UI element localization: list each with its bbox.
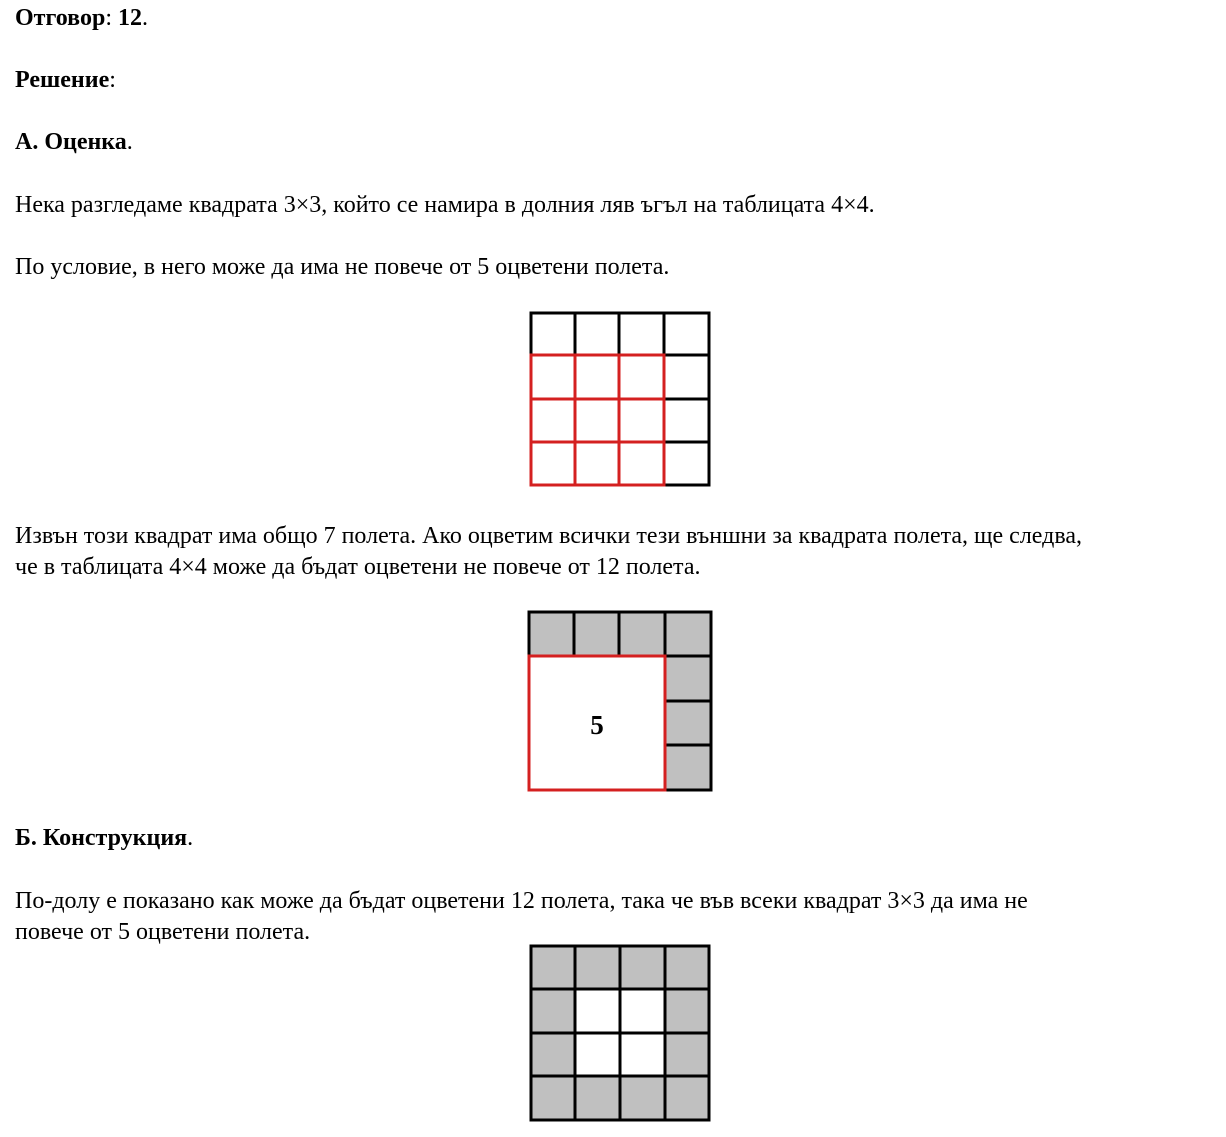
- section-b-period: .: [187, 825, 194, 851]
- figure2-cell-2-3: [665, 701, 711, 745]
- answer-value: 12: [117, 5, 142, 31]
- figure3-cell-2-2: [620, 1033, 665, 1076]
- figure3-cell-0-3: [665, 946, 709, 989]
- figure3-cell-1-0: [531, 989, 575, 1033]
- figure3-cell-2-3: [665, 1033, 709, 1076]
- figure3-cell-3-1: [575, 1076, 620, 1120]
- solution-heading: [15, 65, 116, 96]
- section-a-heading: [15, 127, 133, 158]
- answer-colon: :: [105, 5, 118, 31]
- figure2-cell-0-2: [619, 612, 665, 656]
- section-a-title: А. Оценка: [15, 129, 127, 155]
- answer-period: .: [141, 5, 148, 31]
- figure-shaded-outside: [527, 610, 713, 792]
- solution-colon: :: [109, 67, 116, 93]
- section-a-paragraph-3-line-2: че в таблицата 4×4 може да бъдат оцветени не повече от 12 полета.: [15, 554, 701, 580]
- figure3-cell-3-2: [620, 1076, 665, 1120]
- figure2-cell-0-0: [529, 612, 574, 656]
- figure2-cell-0-3: [665, 612, 711, 656]
- figure3-cell-3-0: [531, 1076, 575, 1120]
- figure3-cell-0-2: [620, 946, 665, 989]
- section-b-paragraph-line-2: повече от 5 оцветени полета.: [15, 919, 311, 945]
- figure3-cell-1-3: [665, 989, 709, 1033]
- section-a-paragraph-3-line-1: Извън този квадрат има общо 7 полета. Ако оцветим всички тези външни за квадрата полета, ще следва,: [15, 523, 1083, 549]
- solution-label: Решение: [15, 67, 110, 93]
- figure2-cell-3-3: [665, 745, 711, 790]
- figure3-cell-3-3: [665, 1076, 709, 1120]
- figure1-red-square: [531, 355, 664, 485]
- figure3-cell-1-1: [575, 989, 620, 1033]
- section-a-paragraph-2: По условие, в него може да има не повече от 5 оцветени полета.: [15, 254, 670, 280]
- figure3-cell-0-0: [531, 946, 575, 989]
- figure3-cell-2-1: [575, 1033, 620, 1076]
- figure2-cell-0-1: [574, 612, 619, 656]
- section-b-title: Б. Конструкция: [15, 825, 188, 851]
- section-a-paragraph-1: Нека разгледаме квадрата 3×3, който се намира в долния ляв ъгъл на таблицата 4×4.: [15, 192, 875, 218]
- section-b-heading: [15, 823, 193, 854]
- section-a-period: .: [126, 129, 133, 155]
- figure2-cell-1-3: [665, 656, 711, 701]
- figure3-cell-0-1: [575, 946, 620, 989]
- figure3-cell-1-2: [620, 989, 665, 1033]
- answer-line: [15, 3, 148, 34]
- figure3-cell-2-0: [531, 1033, 575, 1076]
- figure1-red-border: [531, 355, 664, 485]
- figure-construction: [529, 944, 711, 1122]
- figure2-count-label: 5: [590, 710, 604, 740]
- answer-label: Отговор: [15, 5, 106, 31]
- section-b-paragraph-line-1: По-долу е показано как може да бъдат оцветени 12 полета, така че във всеки квадрат 3×3 да има не: [15, 888, 1028, 914]
- figure-grid-highlight: [529, 311, 711, 487]
